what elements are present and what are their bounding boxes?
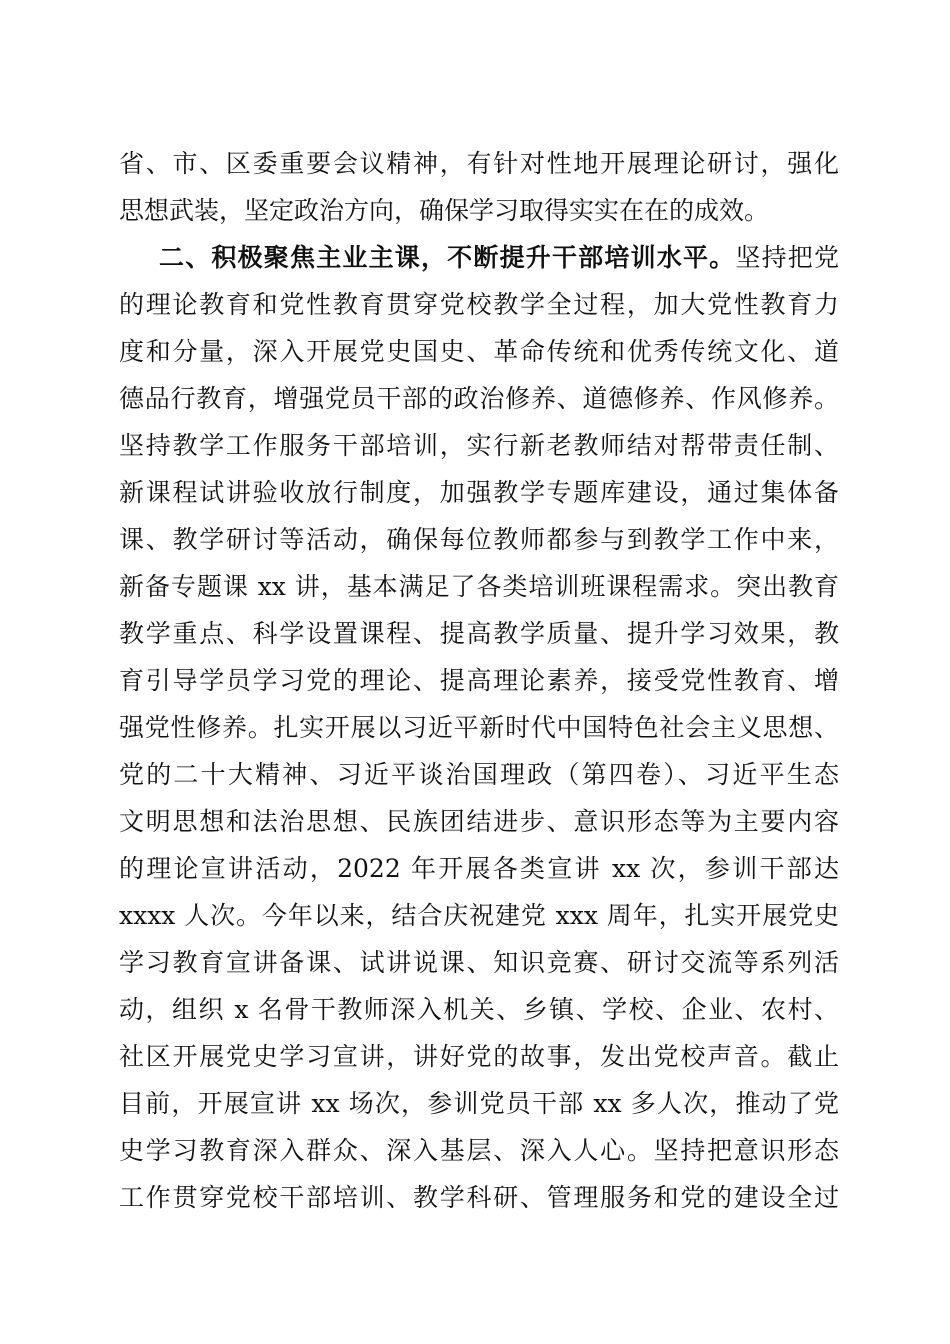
section-heading-line xyxy=(119,234,839,281)
text-line: 度和分量，深入开展党史国史、革命传统和优秀传统文化、道 xyxy=(119,337,839,366)
text-line: 文明思想和法治思想、民族团结进步、意识形态等为主要内容 xyxy=(119,807,839,836)
text-line: 新备专题课 xx 讲，基本满足了各类培训班课程需求。突出教育 xyxy=(119,572,839,601)
text-line: 教学重点、科学设置课程、提高教学质量、提升学习效果，教 xyxy=(119,619,839,648)
text-run: 坚持把党 xyxy=(735,243,839,272)
text-line: 党的二十大精神、习近平谈治国理政（第四卷）、习近平生态 xyxy=(119,760,839,789)
text-line: 坚持教学工作服务干部培训，实行新老教师结对帮带责任制、 xyxy=(119,431,839,460)
text-line: 思想武装，坚定政治方向，确保学习取得实实在在的成效。 xyxy=(119,196,770,225)
text-line: 德品行教育，增强党员干部的政治修养、道德修养、作风修养。 xyxy=(119,384,839,413)
text-line: 社区开展党史学习宣讲，讲好党的故事，发出党校声音。截止 xyxy=(119,1042,839,1071)
text-line: 工作贯穿党校干部培训、教学科研、管理服务和党的建设全过 xyxy=(119,1183,839,1212)
text-line: 强党性修养。扎实开展以习近平新时代中国特色社会主义思想、 xyxy=(119,713,839,742)
body-text xyxy=(119,140,839,1221)
text-line: 省、市、区委重要会议精神，有针对性地开展理论研讨，强化 xyxy=(119,149,839,178)
text-line: 动，组织 x 名骨干教师深入机关、乡镇、学校、企业、农村、 xyxy=(119,995,839,1024)
text-line: xxxx 人次。今年以来，结合庆祝建党 xxx 周年，扎实开展党史 xyxy=(119,901,839,930)
text-line: 新课程试讲验收放行制度，加强教学专题库建设，通过集体备 xyxy=(119,478,839,507)
text-line: 课、教学研讨等活动，确保每位教师都参与到教学工作中来， xyxy=(119,525,839,554)
text-line: 的理论教育和党性教育贯穿党校教学全过程，加大党性教育力 xyxy=(119,290,839,319)
section-heading: 二、积极聚焦主业主课，不断提升干部培训水平。 xyxy=(159,243,736,272)
text-line: 目前，开展宣讲 xx 场次，参训党员干部 xx 多人次，推动了党 xyxy=(119,1089,839,1118)
text-line: 的理论宣讲活动，2022 年开展各类宣讲 xx 次，参训干部达 xyxy=(119,854,839,883)
text-line: 育引导学员学习党的理论、提高理论素养，接受党性教育、增 xyxy=(119,666,839,695)
text-line: 史学习教育深入群众、深入基层、深入人心。坚持把意识形态 xyxy=(119,1136,839,1165)
text-line: 学习教育宣讲备课、试讲说课、知识竞赛、研讨交流等系列活 xyxy=(119,948,839,977)
